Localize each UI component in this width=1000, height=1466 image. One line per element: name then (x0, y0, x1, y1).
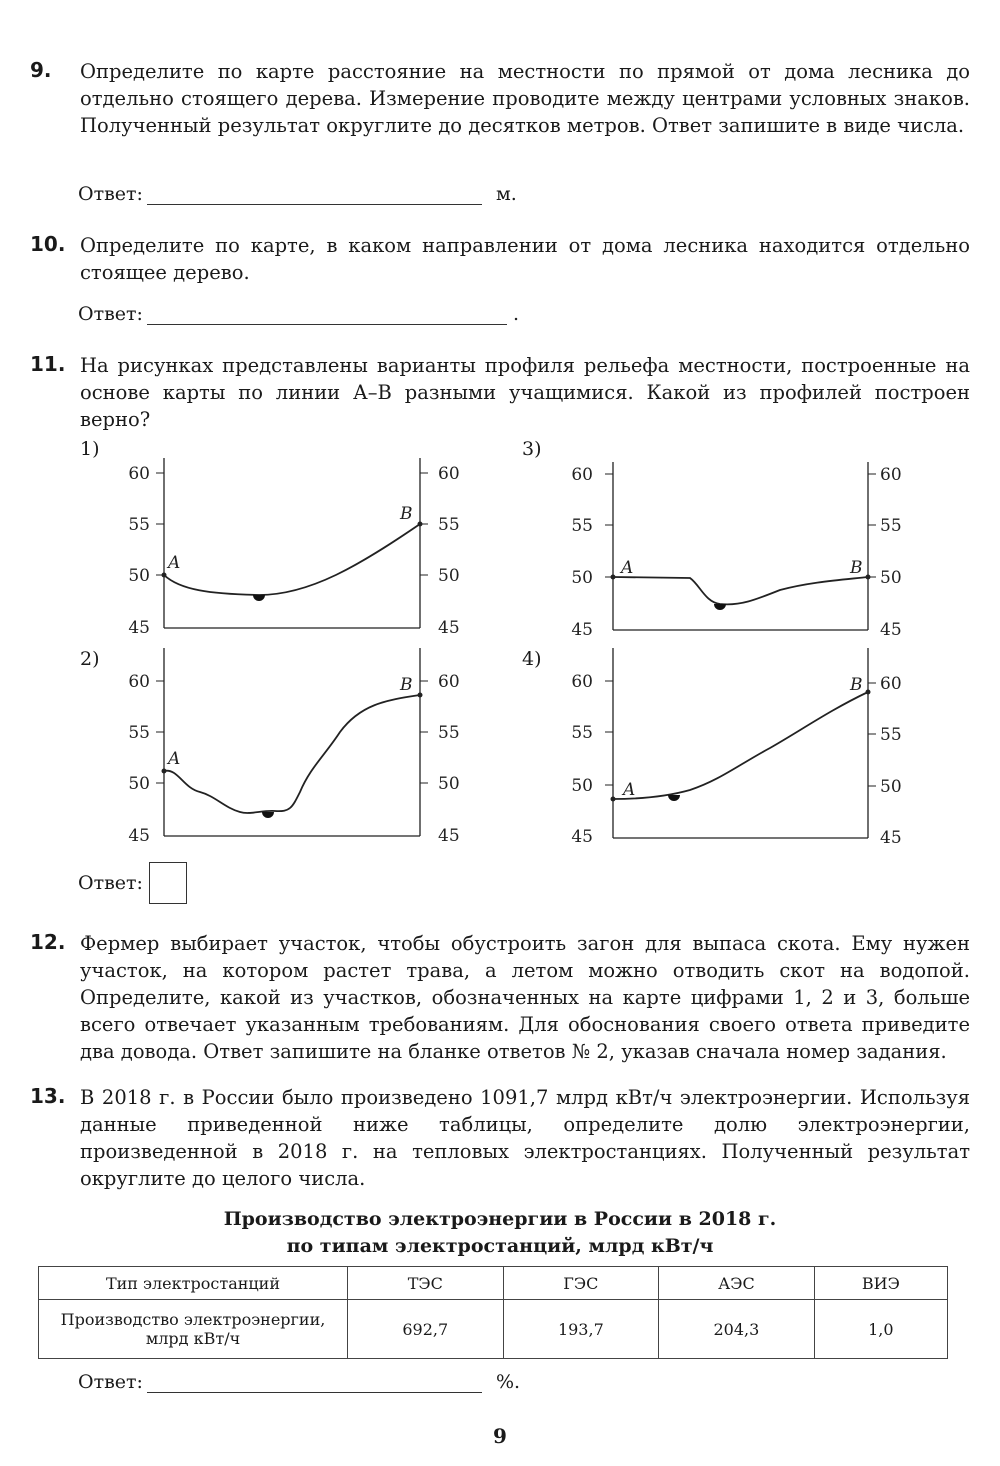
answer-label: Ответ: (78, 183, 143, 205)
chart-4-point-b (866, 690, 871, 695)
answer-unit: . (512, 303, 519, 325)
answer-field-13[interactable] (147, 1370, 482, 1393)
question-text: Определите по карте, в каком направлении от дома лесника находится отдельно стоящее дерево. (80, 234, 970, 284)
chart-3-ytick-left: 50 (571, 568, 593, 588)
chart-4-ytick-left: 45 (571, 827, 593, 847)
table-row (39, 1300, 948, 1359)
chart-3-label-a: A (621, 558, 634, 578)
chart-2-ytick-left: 55 (128, 723, 150, 743)
table-header-cell: АЭС (659, 1267, 815, 1300)
question-10 (30, 232, 970, 286)
chart-4-ytick-left: 50 (571, 776, 593, 796)
question-number: 10. (30, 232, 66, 256)
answer-row-11 (78, 862, 187, 904)
chart-2-ytick-left: 45 (128, 826, 150, 846)
table-title-line-1: Производство электроэнергии в России в 2018 г. (223, 1208, 777, 1230)
table-header-cell: ГЭС (503, 1267, 659, 1300)
chart-1-ytick-left: 55 (128, 515, 150, 535)
chart-1-profile-line (164, 524, 420, 595)
chart-1-number: 1) (80, 438, 100, 460)
chart-2-profile-line (164, 695, 420, 813)
question-11 (30, 352, 970, 433)
chart-1-ytick-left: 60 (128, 464, 150, 484)
chart-1-ytick-right: 60 (438, 464, 460, 484)
chart-4-ytick-left: 60 (571, 672, 593, 692)
question-text: В 2018 г. в России было произведено 1091,7 млрд кВт/ч электроэнергии. Используя данные приведенной ниже таблицы, определите долю электроэнергии, произведенной в 2018 г. на тепловых электростанциях. Полученный результат округлите до целого числа. (80, 1086, 970, 1190)
chart-4-ytick-left: 55 (571, 723, 593, 743)
chart-2-ytick-right: 45 (438, 826, 460, 846)
chart-1-ytick-left: 45 (128, 618, 150, 638)
chart-1-label-b: B (400, 504, 413, 524)
chart-4-label-a: A (623, 780, 636, 800)
question-12 (30, 930, 970, 1065)
chart-2-number: 2) (80, 648, 100, 670)
chart-1-ytick-left: 50 (128, 566, 150, 586)
chart-1-ytick-right: 50 (438, 566, 460, 586)
chart-1-ytick-right: 55 (438, 515, 460, 535)
question-13 (30, 1084, 970, 1192)
answer-field-9[interactable] (147, 182, 482, 205)
chart-2-label-b: B (400, 675, 413, 695)
table-cell: 692,7 (348, 1300, 504, 1359)
question-number: 13. (30, 1084, 66, 1108)
chart-1-point-b (418, 522, 423, 527)
chart-3-profile-line (613, 577, 868, 604)
page-number: 9 (493, 1424, 507, 1448)
chart-2-point-a (162, 769, 167, 774)
chart-3-ytick-left: 60 (571, 465, 593, 485)
chart-1-point-a (162, 573, 167, 578)
chart-1-ytick-right: 45 (438, 618, 460, 638)
chart-2-ytick-left: 60 (128, 672, 150, 692)
answer-field-10[interactable] (147, 302, 507, 325)
table-header-cell: ТЭС (348, 1267, 504, 1300)
answer-unit: м. (495, 183, 517, 205)
answer-row-9 (78, 182, 517, 205)
question-text: Определите по карте расстояние на местности по прямой от дома лесника до отдельно стоящего дерева. Измерение проводите между центрами условных знаков. Полученный результат округлите до десятков метров. Ответ запишите в виде числа. (80, 60, 970, 137)
chart-2-ytick-right: 50 (438, 774, 460, 794)
table-cell: 204,3 (659, 1300, 815, 1359)
answer-row-13 (78, 1370, 520, 1393)
answer-box-11[interactable] (149, 862, 187, 904)
chart-1-water-mark (253, 595, 265, 601)
chart-2-water-mark (262, 812, 274, 818)
chart-3-point-a (611, 575, 616, 580)
chart-3-label-b: B (850, 558, 863, 578)
chart-4-ytick-right: 55 (880, 725, 902, 745)
energy-table (38, 1266, 948, 1359)
answer-unit: %. (495, 1371, 521, 1393)
chart-3-ytick-right: 45 (880, 620, 902, 640)
table-header-cell: ВИЭ (814, 1267, 947, 1300)
chart-4-profile-line (613, 692, 868, 799)
table-cell: 1,0 (814, 1300, 947, 1359)
table-header-cell: Тип электростанций (39, 1267, 348, 1300)
chart-4-ytick-right: 45 (880, 828, 902, 848)
chart-4-ytick-right: 60 (880, 674, 902, 694)
chart-4-water-mark (668, 795, 680, 801)
chart-3-ytick-right: 50 (880, 568, 902, 588)
chart-3-ytick-left: 55 (571, 516, 593, 536)
answer-label: Ответ: (78, 872, 143, 894)
question-number: 9. (30, 58, 52, 82)
chart-1-label-a: A (168, 553, 181, 573)
chart-3-ytick-right: 55 (880, 516, 902, 536)
answer-label: Ответ: (78, 1371, 143, 1393)
table-cell: 193,7 (503, 1300, 659, 1359)
chart-3-ytick-left: 45 (571, 620, 593, 640)
chart-2-ytick-left: 50 (128, 774, 150, 794)
answer-row-10 (78, 302, 519, 325)
chart-4-number: 4) (522, 648, 542, 670)
chart-3-water-mark (714, 604, 726, 610)
chart-3-point-b (866, 575, 871, 580)
chart-3-ytick-right: 60 (880, 465, 902, 485)
chart-2-ytick-right: 60 (438, 672, 460, 692)
question-text: На рисунках представлены варианты профиля рельефа местности, построенные на основе карты по линии А–В разными учащимися. Какой из профилей построен верно? (80, 354, 970, 431)
table-title (0, 1206, 1000, 1260)
question-number: 12. (30, 930, 66, 954)
question-9 (30, 58, 970, 139)
answer-label: Ответ: (78, 303, 143, 325)
chart-4-label-b: B (850, 675, 863, 695)
chart-2-label-a: A (168, 749, 181, 769)
table-title-line-2: по типам электростанций, млрд кВт/ч (286, 1235, 714, 1257)
chart-2-point-b (418, 693, 423, 698)
table-header-row (39, 1267, 948, 1300)
chart-4-point-a (611, 797, 616, 802)
chart-3-number: 3) (522, 438, 542, 460)
chart-4-ytick-right: 50 (880, 777, 902, 797)
question-number: 11. (30, 352, 66, 376)
table-row-label: Производство электроэнергии, млрд кВт/ч (39, 1300, 348, 1359)
chart-2-ytick-right: 55 (438, 723, 460, 743)
question-text: Фермер выбирает участок, чтобы обустроить загон для выпаса скота. Ему нужен участок, на котором растет трава, а летом можно отводить скот на водопой. Определите, какой из участков, обозначенных на карте цифрами 1, 2 и 3, больше всего отвечает указанным требованиям. Для обоснования своего ответа приведите два довода. Ответ запишите на бланке ответов № 2, указав сначала номер задания. (80, 932, 970, 1063)
